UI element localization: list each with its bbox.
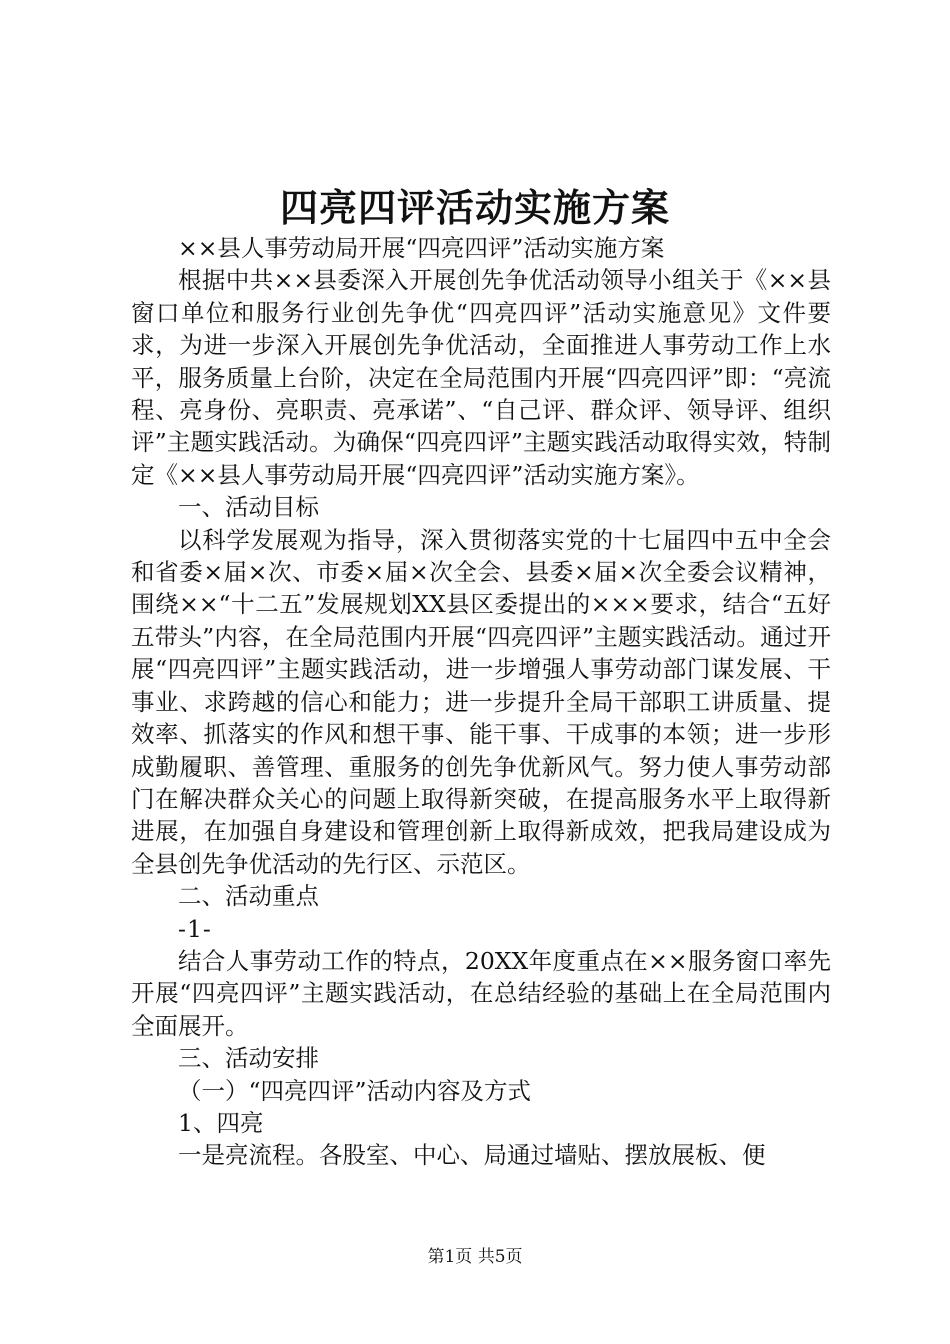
page-footer: 第1页 共5页 [427, 1247, 523, 1267]
subsection-heading-content: （一）“四亮四评”活动内容及方式 [178, 1076, 532, 1105]
focus-paragraph: 结合人事劳动工作的特点，20XX年度重点在××服务窗口率先开展“四亮四评”主题实践活动，在总结经验的基础上在全局范围内全面展开。 [131, 946, 831, 1040]
goals-paragraph: 以科学发展观为指导，深入贯彻落实党的十七届四中五中全会和省委×届×次、市委×届×次全会、县委×届×次全委会议精神，围绕××“十二五”发展规划XX县区委提出的×××要求，结合“五好五带头”内容，在全局范围内开展“四亮四评”主题实践活动。通过开展“四亮四评”主题实践活动，进一步增强人事劳动部门谋发展、干事业、求跨越的信心和能力；进一步提升全局干部职工讲质量、提效率、抓落实的作风和想干事、能干事、干成事的本领；进一步形成勤履职、善管理、重服务的创先争优新风气。努力使人事劳动部门在解决群众关心的问题上取得新突破，在提高服务水平上取得新进展，在加强自身建设和管理创新上取得新成效，把我局建设成为全县创先争优活动的先行区、示范区。 [131, 525, 831, 878]
item-paragraph-process: 一是亮流程。各股室、中心、局通过墙贴、摆放展板、便 [178, 1141, 766, 1170]
document-title: 四亮四评活动实施方案 [279, 185, 670, 230]
inline-page-number: -1- [178, 914, 212, 943]
intro-paragraph: 根据中共××县委深入开展创先争优活动领导小组关于《××县窗口单位和服务行业创先争优“四亮四评”活动实施意见》文件要求，为进一步深入开展创先争优活动，全面推进人事劳动工作上水平，服务质量上台阶，决定在全局范围内开展“四亮四评”即：“亮流程、亮身份、亮职责、亮承诺”、“自己评、群众评、领导评、组织评”主题实践活动。为确保“四亮四评”主题实践活动取得实效，特制定《××县人事劳动局开展“四亮四评”活动实施方案》。 [131, 266, 831, 489]
section-heading-goals: 一、活动目标 [178, 493, 319, 522]
document-body [131, 232, 831, 1172]
item-heading-four-shows: 1、四亮 [178, 1108, 264, 1137]
section-heading-arrangement: 三、活动安排 [178, 1044, 319, 1073]
section-heading-focus: 二、活动重点 [178, 882, 319, 911]
subtitle-paragraph: ××县人事劳动局开展“四亮四评”活动实施方案 [178, 234, 665, 262]
